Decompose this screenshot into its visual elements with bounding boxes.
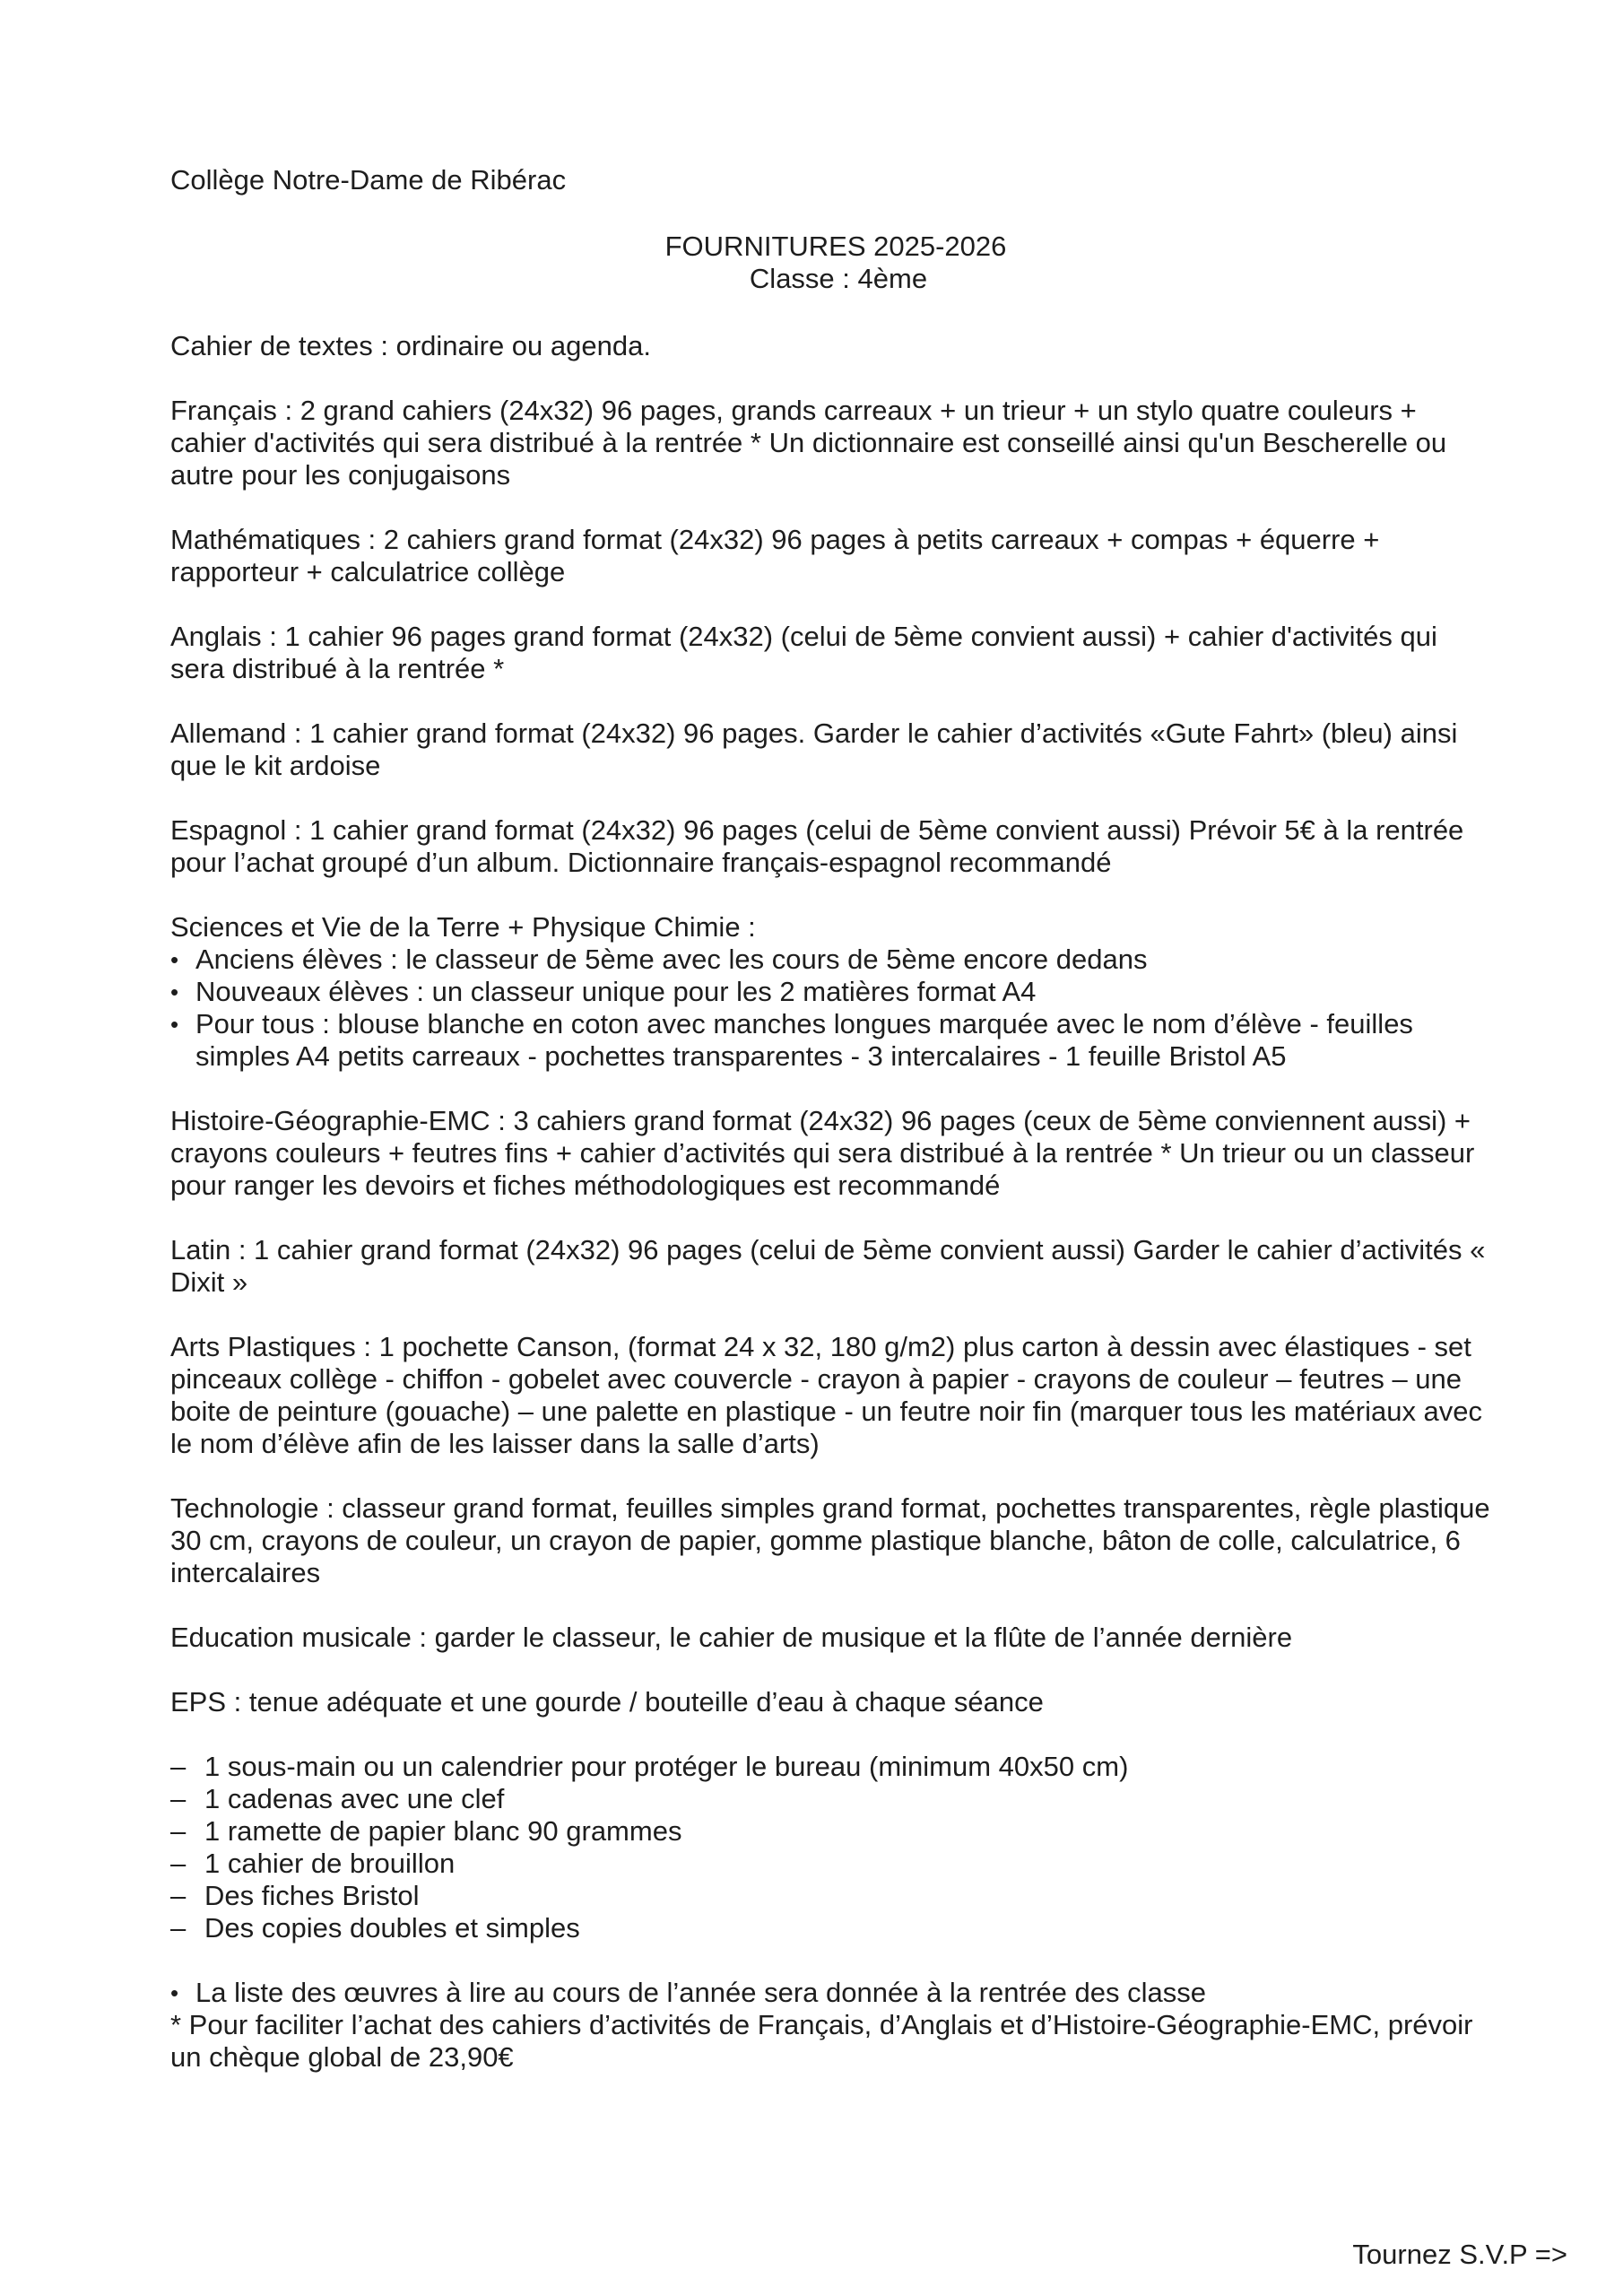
list-item: – Des copies doubles et simples [170,1912,1497,1944]
section-espagnol: Espagnol : 1 cahier grand format (24x32) 96 pages (celui de 5ème convient aussi) Prévoir 5€ à la rentrée pour l’achat groupé d’un album. Dictionnaire français-espagnol recommandé [170,814,1464,878]
section-anglais: Anglais : 1 cahier 96 pages grand format (24x32) (celui de 5ème convient aussi) + cahier d'activités qui sera distribué à la rentrée * [170,621,1437,684]
list-item: – Des fiches Bristol [170,1880,1497,1912]
list-item: • Anciens élèves : le classeur de 5ème avec les cours de 5ème encore dedans [170,944,1497,976]
list-item: – 1 cahier de brouillon [170,1848,1497,1880]
list-item: • Nouveaux élèves : un classeur unique pour les 2 matières format A4 [170,976,1497,1008]
list-item: – 1 cadenas avec une clef [170,1783,1497,1815]
turn-page-note: Tournez S.V.P => [1352,2239,1567,2270]
note-reading-list: • La liste des œuvres à lire au cours de l’année sera donnée à la rentrée des classe [170,1977,1497,2009]
section-latin: Latin : 1 cahier grand format (24x32) 96 pages (celui de 5ème convient aussi) Garder le cahier d’activités « Dixit » [170,1234,1486,1298]
notes [170,1977,1497,2074]
document-title: FOURNITURES 2025-2026 [664,230,1007,262]
class-level: Classe : 4ème [749,263,928,294]
section-histoire-geographie: Histoire-Géographie-EMC : 3 cahiers grand format (24x32) 96 pages (ceux de 5ème conviennent aussi) + crayons couleurs + feutres fins + cahier d’activités qui sera distribué à la rentrée * Un trieur ou un classeur pour ranger les devoirs et fiches méthodologiques est recommandé [170,1105,1475,1201]
svt-list [170,944,1497,1073]
svt-title: Sciences et Vie de la Terre + Physique Chimie : [170,911,756,943]
supply-list [170,395,1497,2074]
document-heading [647,230,1024,295]
section-arts-plastiques: Arts Plastiques : 1 pochette Canson, (format 24 x 32, 180 g/m2) plus carton à dessin avec élastiques - set pinceaux collège - chiffon - gobelet avec couvercle - crayon à papier - crayons de couleur – feutres – une boite de peinture (gouache) – une palette en plastique - un feutre noir fin (marquer tous les matériaux avec le nom d’élève afin de les laisser dans la salle d’arts) [170,1331,1483,1459]
section-mathematiques: Mathématiques : 2 cahiers grand format (24x32) 96 pages à petits carreaux + compas + équerre + rapporteur + calculatrice collège [170,524,1380,587]
section-education-musicale: Education musicale : garder le classeur, le cahier de musique et la flûte de l’année dernière [170,1622,1293,1653]
cahier-de-textes: Cahier de textes : ordinaire ou agenda. [170,330,651,361]
list-item: • Pour tous : blouse blanche en coton avec manches longues marquée avec le nom d’élève - feuilles simples A4 petits carreaux - pochettes transparentes - 3 intercalaires - 1 feuille Bristol A5 [170,1008,1497,1073]
note-payment: * Pour faciliter l’achat des cahiers d’activités de Français, d’Anglais et d’Histoire-Géographie-EMC, prévoir un chèque global de 23,90€ [170,2009,1473,2073]
school-name: Collège Notre-Dame de Ribérac [170,164,567,196]
section-eps: EPS : tenue adéquate et une gourde / bouteille d’eau à chaque séance [170,1686,1044,1718]
section-allemand: Allemand : 1 cahier grand format (24x32) 96 pages. Garder le cahier d’activités «Gute Fahrt» (bleu) ainsi que le kit ardoise [170,718,1458,781]
section-svt [170,911,1497,1073]
section-technologie: Technologie : classeur grand format, feuilles simples grand format, pochettes transparentes, règle plastique 30 cm, crayons de couleur, un crayon de papier, gomme plastique blanche, bâton de colle, calculatrice, 6 intercalaires [170,1492,1490,1588]
list-item: – 1 sous-main ou un calendrier pour protéger le bureau (minimum 40x50 cm) [170,1751,1497,1783]
list-item: – 1 ramette de papier blanc 90 grammes [170,1815,1497,1848]
general-items-list [170,1751,1497,1944]
section-francais: Français : 2 grand cahiers (24x32) 96 pages, grands carreaux + un trieur + un stylo quatre couleurs + cahier d'activités qui sera distribué à la rentrée * Un dictionnaire est conseillé ainsi qu'un Bescherelle ou autre pour les conjugaisons [170,395,1447,491]
